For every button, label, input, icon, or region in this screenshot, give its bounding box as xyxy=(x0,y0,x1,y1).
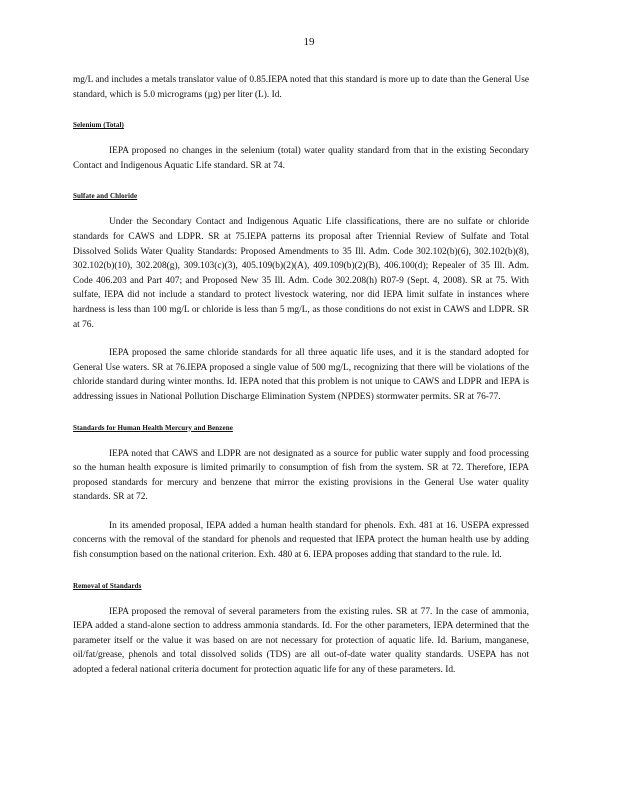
paragraph-sulfate: Under the Secondary Contact and Indigenous Aquatic Life classifications, there are no sulfate or chloride standards for CAWS and LDPR. SR at 75.IEPA patterns its proposal after Triennial Review of Sulfate and Total Dissolved Solids Water Quality Standards: Proposed Amendments to 35 Ill. Adm. Code 302.102(b)(6), 302.102(b)(8), 302.102(b)(10), 302.208(g), 309.103(c)(3), 405.109(b)(2)(A), 409.109(b)(2)(B), 406.100(d); Repealer of 35 Ill. Adm. Code 406.203 and Part 407; and Proposed New 35 Ill. Adm. Code 302.208(h) R07-9 (Sept. 4, 2008). SR at 75. With sulfate, IEPA did not include a standard to protect livestock watering, nor did IEPA limit sulfate in instances where hardness is less than 100 mg/L or chloride is less than 5 mg/L, as those conditions do not exist in CAWS and LDPR. SR at 76. xyxy=(73,217,529,330)
paragraph-phenols: In its amended proposal, IEPA added a human health standard for phenols. Exh. 481 at 16. USEPA expressed concerns with the removal of the standard for phenols and requested that IEPA protect the human health use by adding fish consumption based on the national criterion. Exh. 480 at 6. IEPA proposes adding that standard to the rule. Id. xyxy=(73,520,529,561)
paragraph-chloride: IEPA proposed the same chloride standards for all three aquatic life uses, and it is the standard adopted for General Use waters. SR at 76.IEPA proposed a single value of 500 mg/L, recognizing that there will be violations of the chloride standard during winter months. Id. IEPA noted that this problem is not unique to CAWS and LDPR and IEPA is addressing issues in National Pollution Discharge Elimination System (NPDES) stormwater permits. SR at 76-77. xyxy=(73,348,529,402)
paragraph-mercury-benzene: IEPA noted that CAWS and LDPR are not designated as a source for public water supply and food processing so the human health exposure is limited primarily to consumption of fish from the system. SR at 72. Therefore, IEPA proposed standards for mercury and benzene that mirror the existing provisions in the General Use water quality standards. SR at 72. xyxy=(73,448,529,503)
paragraph-continuation: mg/L and includes a metals translator value of 0.85.IEPA noted that this standard is more up to date than the General Use standard, which is 5.0 micrograms (µg) per liter (L). Id. xyxy=(73,75,529,100)
paragraph-selenium: IEPA proposed no changes in the selenium (total) water quality standard from that in the existing Secondary Contact and Indigenous Aquatic Life standard. SR at 74. xyxy=(73,146,529,171)
heading-sulfate-chloride: Sulfate and Chloride xyxy=(73,192,138,201)
paragraph-removal: IEPA proposed the removal of several parameters from the existing rules. SR at 77. In the case of ammonia, IEPA added a stand-alone section to address ammonia standards. Id. For the other parameters, IEPA determined that the parameter itself or the value it was based on are not necessary for protection of aquatic life. Id. Barium, manganese, oil/fat/grease, phenols and total dissolved solids (TDS) are all out-of-date water quality standards. USEPA has not adopted a federal national criteria document for protection aquatic life for any of these parameters. Id. xyxy=(73,606,529,676)
document-body xyxy=(73,73,529,678)
heading-human-health: Standards for Human Health Mercury and Benzene xyxy=(73,423,233,432)
page-number: 19 xyxy=(303,36,315,48)
heading-selenium: Selenium (Total) xyxy=(73,121,124,130)
heading-removal: Removal of Standards xyxy=(73,581,142,590)
